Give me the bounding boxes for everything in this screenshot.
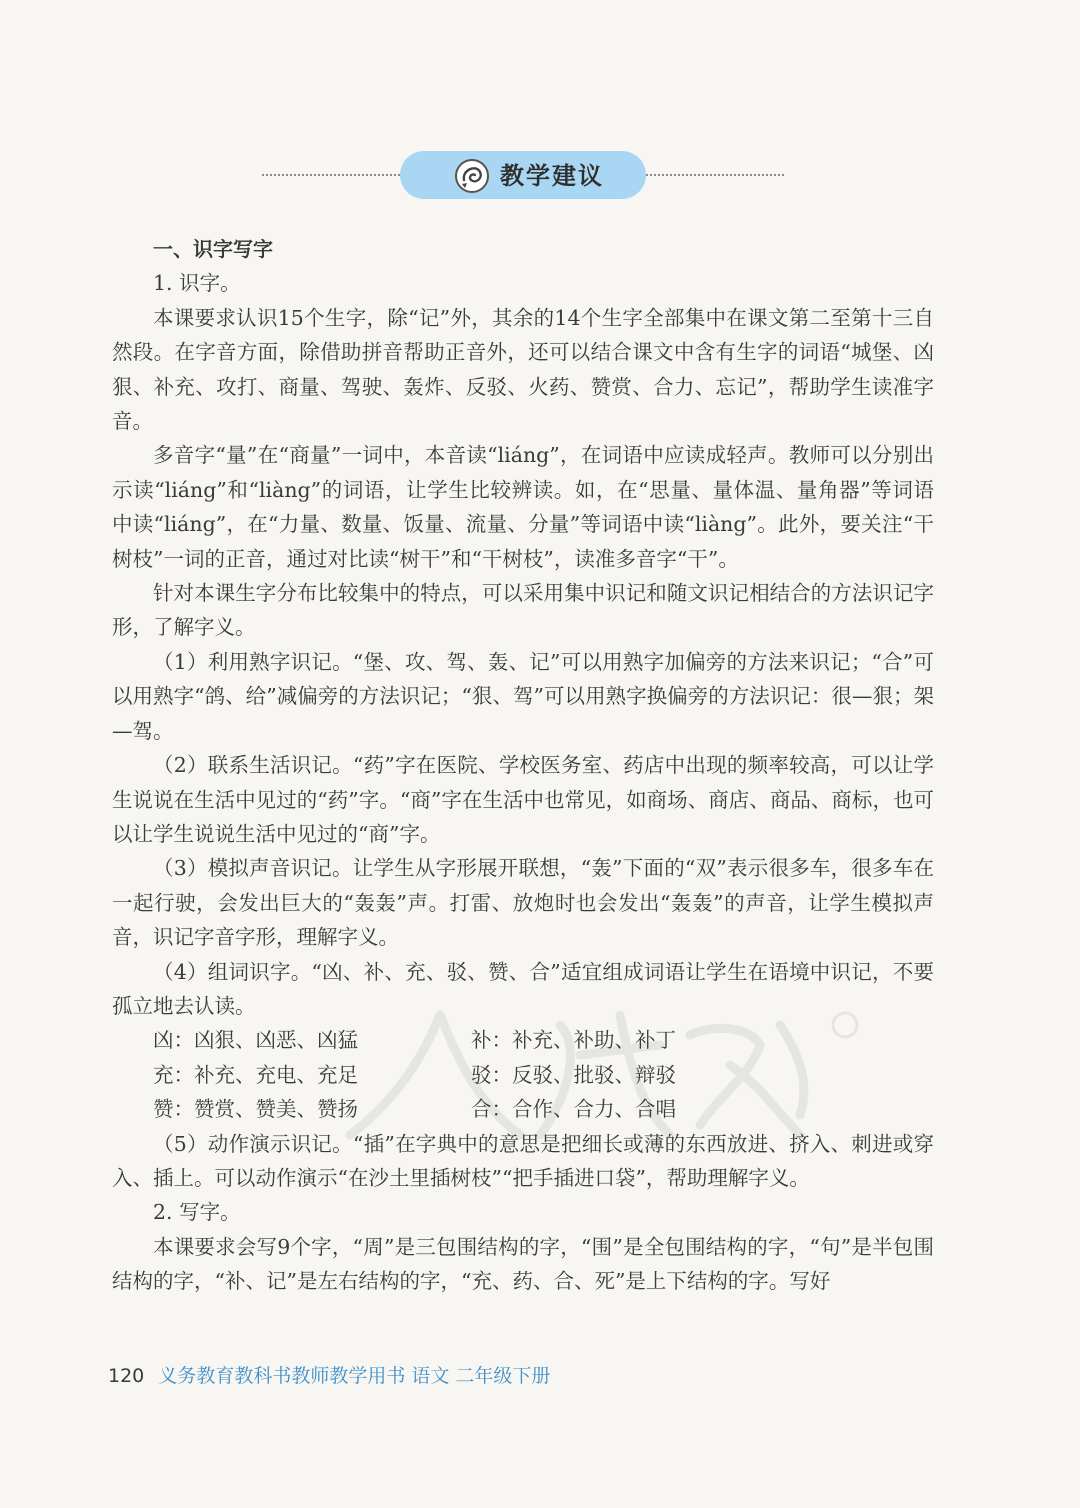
word-group: 赞：赞赏、赞美、赞扬 xyxy=(153,1097,358,1122)
subsection-heading: 2. 写字。 xyxy=(153,1200,241,1225)
page-footer xyxy=(108,1362,550,1390)
word-row xyxy=(112,1092,934,1126)
paragraph: 本课要求认识15个生字，除“记”外，其余的14个生字全部集中在课文第二至第十三自然段。在字音方面，除借助拼音帮助正音外，还可以结合课文中含有生字的词语“城堡、凶狠、补充、攻打、商量、驾驶、轰炸、反驳、火药、赞赏、合力、忘记”，帮助学生读准字音。 xyxy=(112,305,934,434)
paragraph: 本课要求会写9个字，“周”是三包围结构的字，“围”是全包围结构的字，“句”是半包围结构的字，“补、记”是左右结构的字，“充、药、合、死”是上下结构的字。写好 xyxy=(112,1234,934,1294)
subsection-heading: 1. 识字。 xyxy=(153,271,241,296)
word-group: 凶：凶狠、凶恶、凶猛 xyxy=(153,1028,358,1053)
page-title: 教学建议 xyxy=(500,162,604,190)
spiral-quote-icon xyxy=(454,158,490,194)
method-item: （1）利用熟字识记。“堡、攻、驾、轰、记”可以用熟字加偏旁的方法来识记；“合”可以用熟字“鸽、给”减偏旁的方法识记；“狠、驾”可以用熟字换偏旁的方法识记：很—狠；架—驾。 xyxy=(112,649,934,743)
page-number: 120 xyxy=(108,1365,145,1387)
method-item: （4）组词识字。“凶、补、充、驳、赞、合”适宜组成词语让学生在语境中识记，不要孤立地去认读。 xyxy=(112,959,934,1018)
word-group: 驳：反驳、批驳、辩驳 xyxy=(471,1062,676,1087)
paragraph: 针对本课生字分布比较集中的特点，可以采用集中识记和随文识记相结合的方法识记字形，了解字义。 xyxy=(112,581,934,640)
section-title: 一、识字写字 xyxy=(153,237,273,261)
method-item: （2）联系生活识记。“药”字在医院、学校医务室、药店中出现的频率较高，可以让学生说说在生活中见过的“药”字。“商”字在生活中也常见，如商场、商店、商品、商标，也可以让学生说说生活中见过的“商”字。 xyxy=(112,753,934,846)
header-dotted-line-right xyxy=(646,174,784,176)
word-group: 合：合作、合力、合唱 xyxy=(471,1097,676,1122)
word-group: 充：补充、充电、充足 xyxy=(153,1062,358,1087)
word-row xyxy=(112,1058,934,1092)
paragraph: 多音字“量”在“商量”一词中，本音读“liáng”，在词语中应读成轻声。教师可以分别出示读“liáng”和“liàng”的词语，让学生比较辨读。如，在“思量、量体温、量角器”等词语中读“liáng”，在“力量、数量、饭量、流量、分量”等词语中读“liàng”。此外，要关注“干树枝”一词的正音，通过对比读“树干”和“干树枝”，读准多音字“干”。 xyxy=(112,443,934,571)
method-item: （3）模拟声音识记。让学生从字形展开联想，“轰”下面的“双”表示很多车，很多车在一起行驶，会发出巨大的“轰轰”声。打雷、放炮时也会发出“轰轰”的声音，让学生模拟声音，识记字音字形，理解字义。 xyxy=(112,856,934,950)
word-row xyxy=(112,1023,934,1057)
main-content xyxy=(112,232,934,1299)
header-dotted-line-left xyxy=(262,174,400,176)
method-item: （5）动作演示识记。“插”在字典中的意思是把细长或薄的东西放进、挤入、刺进或穿入、插上。可以动作演示“在沙土里插树枝”“把手插进口袋”，帮助理解字义。 xyxy=(112,1131,934,1190)
book-title: 义务教育教科书教师教学用书 语文 二年级下册 xyxy=(158,1365,551,1387)
word-group: 补：补充、补助、补丁 xyxy=(471,1028,676,1053)
